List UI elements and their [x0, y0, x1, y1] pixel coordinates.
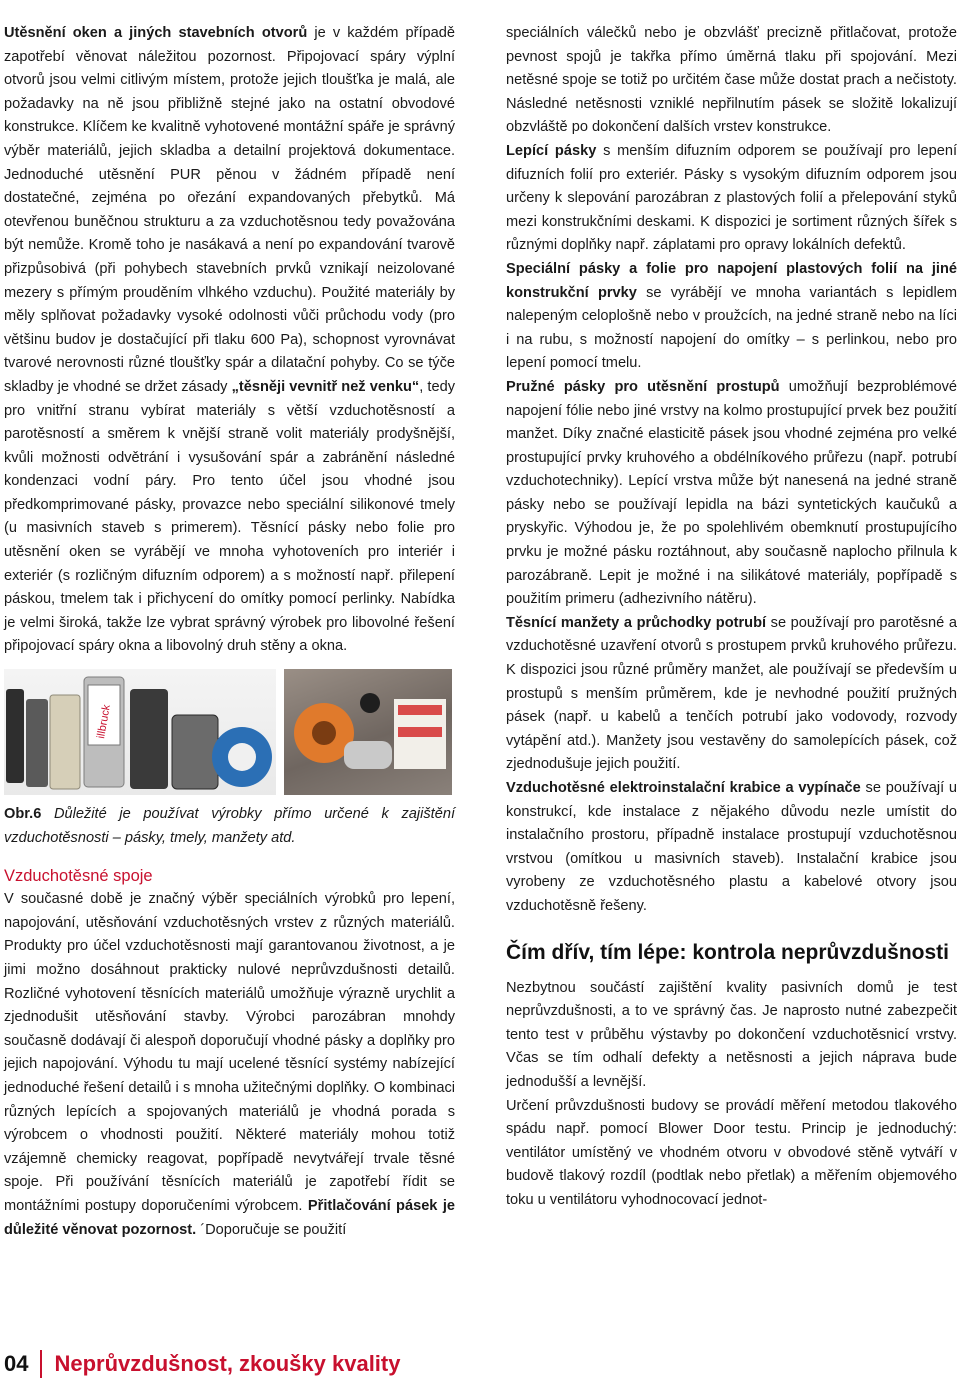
paragraph-blower-door	[506, 1095, 957, 1213]
right-column	[506, 22, 957, 1213]
bold-text-run: Speciální pásky a folie pro napojení plastových folií na jiné konstrukční prvky	[506, 260, 957, 301]
paragraph-special-tapes	[506, 258, 957, 376]
caption-text: Důležité je používat výrobky přímo určené k zajištění vzduchotěsnosti – pásky, tmely, manžety atd.	[4, 806, 455, 846]
paragraph-airtightness-test	[506, 977, 957, 1095]
tape-roll-5	[172, 715, 218, 789]
tape-roll-2	[26, 699, 48, 787]
bold-text-run: Těsnící manžety a průchodky potrubí	[506, 614, 767, 631]
black-switch	[360, 693, 380, 713]
tape-roll-1	[6, 689, 24, 783]
orange-sleeve-hole	[312, 721, 336, 745]
bold-text-run: Přitlačování pásek je důležité věnovat pozornost.	[4, 1197, 455, 1238]
section-heading-airtight-joints: Vzduchotěsné spoje	[4, 867, 153, 886]
paragraph-airtight-joints	[4, 888, 455, 1242]
paragraph-intro	[4, 22, 455, 659]
pad-stripe-2	[398, 727, 442, 737]
sleeves-illustration	[284, 669, 452, 795]
bold-text-run: Pružné pásky pro utěsnění prostupů	[506, 378, 780, 395]
text-run: se používají u konstrukcí, kde instalace z nějakého důvodu nezle umístit do instalačního prostoru, případně instalace prostupují vzduchotěsnou vrstvou (omítkou u masivních staveb). Instalační krabice jsou vyrobeny ze vzduchotěsného plastu a kabelové otvory jsou vzduchotěsně řešeny.	[506, 780, 957, 914]
caption-label: Obr.6	[4, 806, 42, 823]
text-run: se vyrábějí ve mnoha variantách s lepidlem nalepeným celoplošně nebo v proužcích, na jedné straně nebo na líci i na rubu, s možností napojení do omítky – s perlinkou, nebo pro lepení pomocí tmelu.	[506, 284, 957, 372]
photo-tapes-sealants	[4, 669, 276, 795]
paragraph-continuation	[506, 22, 957, 140]
photo-sleeves-boxes	[284, 669, 452, 795]
bold-text-run: Vzduchotěsné elektroinstalační krabice a vypínače	[506, 780, 861, 796]
page-footer	[4, 1348, 400, 1380]
grey-pipe	[344, 741, 392, 769]
blue-tape-core	[228, 743, 256, 771]
footer-title: Neprůvzdušnost, zkoušky kvality	[54, 1351, 401, 1376]
left-column	[4, 22, 455, 1242]
footer-separator	[40, 1350, 42, 1378]
tape-roll-3	[50, 695, 80, 789]
heading-airtightness-control: Čím dřív, tím lépe: kontrola neprůvzdušnosti	[506, 940, 949, 964]
text-run: V současné době je značný výběr speciálních výrobků pro lepení, napojování, utěsňování vzduchotěsných vrstev z různých materiálů. Produkty pro účel vzduchotěsnosti mají garantovanou životnost, a je jimi možno dosáhnout prakticky nulové neprůvzdušnosti detailů. Rozličné vyhotovení těsnících materiálů umožňuje výrazně urychlit a zjednodušit utěsňování stavby. Výrobci parozábran mnohdy současně dodávají či alespoň doporučují vhodné pásky a doplňky pro jejich napojování. Výhodu tu mají ucelené těsnící systémy nabízející jednoduché řešení detailů i s mnoha užitečnými doplňky. O kombinaci různých lepících a spojovaných materiálů je vhodná porada s výrobcem o vhodnosti použití. Některé materiály mohou totiž vzájemně chemicky reagovat, popřípadě nevytvářejí trvale těsné spoje. Při používání těsnících materiálů je zapotřebí řídit se montážními postupy doporučeními výrobcem.	[4, 891, 455, 1214]
paragraph-sleeves	[506, 612, 957, 777]
text-run: , tedy pro vnitřní stranu vybírat materiály s větší vzduchotěsností a parotěsností a směrem k vnější straně volit materiály prodyšnější, kvůli možnosti odvětrání i vysušování spár a zabránění následné kondenzaci vodní páry. Pro tento účel jsou vhodné jsou předkomprimované pásky, provazce nebo speciální silikonové tmely (u masivních staveb s primerem). Těsnící pásky nebo folie pro utěsnění oken se vyrábějí ve mnoha vyhotoveních pro interiér i exteriér (s rozličným difuzním odporem) a s možností např. přilepení páskou, tmelem tak i přichycení do omítky pomocí perlinky. Nabídka je velmi široká, takže lze vybrat správný výrobek pro libovolné řešení připojovací spáry okna a libovolný druh stěny a okna.	[4, 378, 455, 655]
tape-roll-4	[130, 689, 168, 789]
bold-text-run: „těsněji vevnitř než venku“	[231, 378, 420, 395]
bold-text-run: Utěsnění oken a jiných stavebních otvorů	[4, 25, 308, 41]
bold-text-run: Lepící pásky	[506, 142, 597, 159]
figure-caption	[4, 803, 455, 850]
paragraph-elastic-tapes	[506, 376, 957, 612]
paragraph-electrical-boxes	[506, 777, 957, 919]
figure-products	[4, 669, 455, 795]
pad-stripe-1	[398, 705, 442, 715]
text-run: se používají pro parotěsné a vzduchotěsné uzavření otvorů s prostupem prvků kruhového průřezu. K dispozici jsou různé průměry manžet, ale používají se především u prostupů s menším průměrem, kde je nevhodné použití pružných pásek (např. u kabelů a tenčích potrubí jako vodovody, rozvody vytápění atd.). Manžety jsou vestavěny do samolepících pásek, což zjednodušuje jejich použití.	[506, 614, 958, 773]
text-run: s menším difuzním odporem se používají pro lepení difuzních folií pro exteriér. Pásky s vysokým difuzním odporem jsou určeny k slepování parozábran z plastových folií a přelepování styků mezi konstrukčními deskami. K dispozici je sortiment různých šířek s různými doplňky např. záplatami pro opravy lokálních defektů.	[506, 142, 957, 254]
text-run: Nezbytnou součástí zajištění kvality pasivních domů je test neprůvzdušnosti, a to ve správný čas. Je naprosto nutné zabezpečit tento test v průběhu výstavby po dokončení vzduchotěsnicí vrstvy. Včas se tím odhalí defekty a netěsnosti a jejich náprava bude jednodušší a levnější.	[506, 979, 957, 1090]
text-run: je v každém případě zapotřebí věnovat náležitou pozornost. Připojovací spáry výplní otvorů jsou velmi citlivým místem, protože jejich tloušťka je malá, ale požadavky na ně jsou přibližně stejné jako na ostatní obvodové konstrukce. Klíčem ke kvalitně vyhotovené montážní spáře je správný výběr materiálů, jejich skladba a detailní projektová dokumentace. Jednoduché utěsnění PUR pěnou v žádném případě není dostatečné, zejména po ořezání expandovaných přebytků. Má otevřenou buněčnou strukturu a za vzduchotěsnou tedy považována být nemůže. Kromě toho je nasákavá a není po expandování tvarově přizpůsobivá (při pohybech stavebních prvků vznikají neizolované mezery s přímým prouděním vlhkého vzduchu). Použité materiály by měly splňovat požadavky vysoké odolnosti vůči průchodu vody (pro většinu budov je dostačující při tlaku 600 Pa), schopnost vyrovnávat tvarové nerovnosti různé tloušťky spár a dilatační pohyby. Co se týče skladby je vhodné se držet zásady	[4, 25, 455, 395]
text-run: umožňují bezproblémové napojení fólie nebo jiné vrstvy na kolmo prostupující prvek bez použití manžet. Díky značné elasticitě pásek jsou vhodné zejména pro velké prostupující prvky kruhového a obdélníkového průřezu (např. potrubí vzduchotechniky). Lepící vrstva může být nanesená na jedné straně pásky nebo se používají lepidla na bázi syntetických kaučuků a pryskyřic. Výhodou je, že po spolehlivém obemknutí prostupujícího prvku je možné pásku roztáhnout, aby současně naplocho přilnula k parozábraně. Lepit je možné i na silikátové materiály, popřípadě s použitím primeru (adhezivního nátěru).	[506, 378, 957, 608]
cartridge-brand: illbruck	[95, 703, 113, 740]
page-number: 04	[4, 1351, 29, 1376]
tapes-illustration	[4, 669, 276, 795]
text-run: speciálních válečků nebo je obzvlášť precizně přitlačovat, protože pevnost spojů je takřka přímo úměrná tlaku při spojování. Mezi netěsné spoje se totiž po určitém čase může dostat prach a nečistoty. Následné netěsnosti vzniklé nepřilnutím pásek se složitě lokalizují obzvláště po dokončení dalších vrstev konstrukce.	[506, 25, 957, 136]
text-run: Určení průvzdušnosti budovy se provádí měření metodou tlakového spádu např. pomocí Blower Door testu. Princip je jednoduchý: ventilátor umístěný ve vhodném otvoru v obvodové stěně vytváří v budově tlakový rozdíl (podtlak nebo přetlak) a měřením objemového toku u ventilátoru vyhodnocovací jednot-	[506, 1097, 957, 1208]
text-run: ´Doporučuje se použití	[196, 1221, 347, 1238]
paragraph-adhesive-tapes	[506, 140, 957, 258]
